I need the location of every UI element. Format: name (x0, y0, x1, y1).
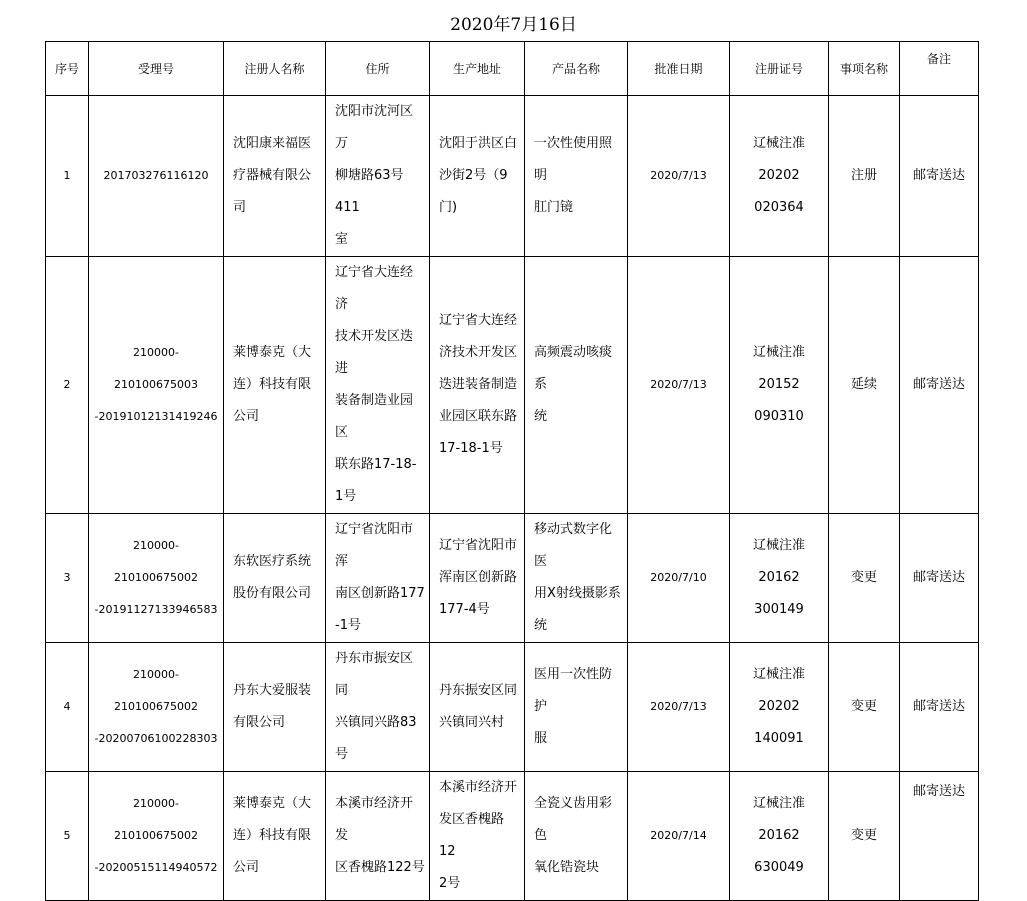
header-remark: 备注 (900, 42, 979, 96)
cell-registrant (224, 643, 326, 772)
cell-remark (900, 772, 979, 901)
cell-item-name (829, 257, 900, 514)
cell-line: 沈阳康来福医 (233, 136, 312, 151)
table-row (46, 96, 979, 257)
cell-item-name (829, 643, 900, 772)
cell-registrant (224, 514, 326, 643)
cell-line: 疗器械有限公 (233, 168, 312, 183)
cell-line: 辽宁省沈阳市浑 (335, 522, 414, 569)
cell-approval-date (628, 514, 730, 643)
cell-line: 丹东大爱服装 (233, 683, 312, 698)
cell-text: 变更 (850, 828, 877, 843)
cell-text: 延续 (850, 377, 877, 392)
cell-production-address (430, 96, 525, 257)
cell-address (326, 772, 430, 901)
cell-accept-no (89, 96, 224, 257)
cell-line: 201703276116120 (103, 169, 209, 182)
header-index: 序号 (46, 42, 89, 96)
cell-line: 连）科技有限 (233, 828, 312, 843)
cell-line: 210000-210100675002 (114, 797, 198, 842)
header-address: 住所 (326, 42, 430, 96)
cell-index (46, 96, 89, 257)
cell-line: 兴镇同兴路83号 (335, 715, 417, 762)
cell-line: -20200706100228303 (94, 732, 218, 745)
cell-item-name (829, 772, 900, 901)
cell-index (46, 643, 89, 772)
cell-cert-no (730, 514, 829, 643)
page-title: 2020年7月16日 (450, 15, 577, 35)
cell-line: 090310 (754, 409, 804, 424)
cell-line: 17-18-1号 (439, 441, 503, 456)
cell-line: 辽宁省大连经济 (335, 265, 414, 312)
approval-table (45, 41, 979, 901)
cell-line: 迭进装备制造 (439, 377, 518, 392)
table-row (46, 257, 979, 514)
cell-line: 辽宁省大连经 (439, 313, 518, 328)
cell-product-name (525, 96, 628, 257)
cell-approval-date (628, 772, 730, 901)
cell-line: 业园区联东路 (439, 409, 518, 424)
cell-line: 本溪市经济开发 (335, 796, 414, 843)
cell-line: 用X射线摄影系 (534, 586, 621, 601)
table-row (46, 643, 979, 772)
header-production-address: 生产地址 (430, 42, 525, 96)
cell-product-name (525, 643, 628, 772)
cell-product-name (525, 514, 628, 643)
cell-line: 辽宁省沈阳市 (439, 538, 518, 553)
cell-cert-no (730, 96, 829, 257)
cell-line: 氧化锆瓷块 (534, 860, 600, 875)
cell-line: 连）科技有限 (233, 377, 312, 392)
cell-line: 020364 (754, 200, 804, 215)
cell-accept-no (89, 643, 224, 772)
cell-text: 2020/7/14 (650, 829, 707, 842)
cell-line: 服 (534, 731, 548, 746)
cell-accept-no (89, 772, 224, 901)
cell-text: 3 (63, 571, 71, 584)
cell-text: 2020/7/13 (650, 700, 707, 713)
cell-line: -20191127133946583 (94, 603, 218, 616)
header-accept-no: 受理号 (89, 42, 224, 96)
cell-accept-no (89, 514, 224, 643)
cell-text: 邮寄送达 (912, 784, 965, 799)
cell-approval-date (628, 643, 730, 772)
cell-registrant (224, 257, 326, 514)
cell-production-address (430, 257, 525, 514)
cell-line: 东软医疗系统 (233, 554, 312, 569)
cell-text: 2 (63, 378, 71, 391)
cell-address (326, 257, 430, 514)
cell-line: 全瓷义齿用彩色 (534, 796, 613, 843)
cell-index (46, 514, 89, 643)
header-approval-date: 批准日期 (628, 42, 730, 96)
cell-line: 南区创新路177 (335, 586, 425, 601)
cell-line: 医用一次性防护 (534, 667, 613, 714)
cell-item-name (829, 96, 900, 257)
cell-line: -20191012131419246 (94, 410, 218, 423)
cell-line: 沈阳于洪区白 (439, 136, 518, 151)
cell-line: 辽械注准20202 (752, 136, 805, 183)
cell-line: 股份有限公司 (233, 586, 312, 601)
header-product-name: 产品名称 (525, 42, 628, 96)
cell-line: 辽械注准20162 (752, 538, 805, 585)
cell-remark (900, 96, 979, 257)
cell-text: 变更 (850, 699, 877, 714)
cell-production-address (430, 643, 525, 772)
cell-line: 1号 (335, 489, 357, 504)
cell-address (326, 643, 430, 772)
cell-text: 邮寄送达 (912, 570, 965, 585)
cell-accept-no (89, 257, 224, 514)
cell-index (46, 772, 89, 901)
cell-product-name (525, 257, 628, 514)
cell-cert-no (730, 643, 829, 772)
cell-text: 2020/7/10 (650, 571, 707, 584)
cell-production-address (430, 772, 525, 901)
cell-line: 沈阳市沈河区万 (335, 104, 414, 151)
cell-line: 装备制造业园区 (335, 393, 414, 440)
table-row (46, 772, 979, 901)
cell-line: 300149 (754, 602, 804, 617)
cell-cert-no (730, 257, 829, 514)
cell-line: -20200515114940572 (94, 861, 218, 874)
cell-text: 变更 (850, 570, 877, 585)
cell-line: 一次性使用照明 (534, 136, 613, 183)
cell-text: 邮寄送达 (912, 168, 965, 183)
cell-line: 高频震动咳痰系 (534, 345, 613, 392)
cell-text: 邮寄送达 (912, 377, 965, 392)
cell-line: 司 (233, 200, 247, 215)
cell-product-name (525, 772, 628, 901)
cell-approval-date (628, 257, 730, 514)
cell-line: 莱博泰克（大 (233, 345, 312, 360)
cell-line: 210000-210100675002 (114, 539, 198, 584)
cell-text: 4 (63, 700, 71, 713)
header-cert-no: 注册证号 (730, 42, 829, 96)
cell-line: 门) (439, 200, 458, 215)
cell-line: 浑南区创新路 (439, 570, 518, 585)
cell-text: 2020/7/13 (650, 169, 707, 182)
cell-line: 莱博泰克（大 (233, 796, 312, 811)
cell-address (326, 514, 430, 643)
cell-line: 济技术开发区 (439, 345, 518, 360)
cell-line: 630049 (754, 860, 804, 875)
cell-index (46, 257, 89, 514)
cell-line: 移动式数字化医 (534, 522, 613, 569)
cell-line: 发区香槐路12 (439, 812, 505, 859)
cell-line: 肛门镜 (534, 200, 574, 215)
cell-line: 177-4号 (439, 602, 490, 617)
cell-line: 公司 (233, 860, 260, 875)
cell-text: 邮寄送达 (912, 699, 965, 714)
cell-line: 丹东市振安区同 (335, 651, 414, 698)
cell-line: 210000-210100675002 (114, 668, 198, 713)
cell-text: 2020/7/13 (650, 378, 707, 391)
cell-line: -1号 (335, 618, 361, 633)
cell-item-name (829, 514, 900, 643)
cell-registrant (224, 772, 326, 901)
cell-approval-date (628, 96, 730, 257)
cell-line: 有限公司 (233, 715, 286, 730)
cell-line: 统 (534, 409, 548, 424)
cell-line: 联东路17-18- (335, 457, 417, 472)
cell-line: 本溪市经济开 (439, 780, 518, 795)
cell-registrant (224, 96, 326, 257)
cell-line: 兴镇同兴村 (439, 715, 505, 730)
cell-line: 技术开发区迭进 (335, 329, 414, 376)
table-row (46, 514, 979, 643)
header-item-name: 事项名称 (829, 42, 900, 96)
cell-line: 沙街2号（9 (439, 168, 508, 183)
cell-remark (900, 257, 979, 514)
cell-line: 公司 (233, 409, 260, 424)
cell-text: 注册 (850, 168, 877, 183)
cell-line: 辽械注准20202 (752, 667, 805, 714)
cell-line: 区香槐路122号 (335, 860, 425, 875)
cell-production-address (430, 514, 525, 643)
cell-line: 2号 (439, 876, 461, 891)
cell-line: 210000-210100675003 (114, 346, 198, 391)
cell-line: 统 (534, 618, 548, 633)
header-registrant: 注册人名称 (224, 42, 326, 96)
cell-remark (900, 514, 979, 643)
cell-text: 5 (63, 829, 71, 842)
cell-line: 辽械注准20152 (752, 345, 805, 392)
cell-line: 室 (335, 232, 349, 247)
cell-line: 140091 (754, 731, 804, 746)
cell-line: 柳塘路63号411 (335, 168, 404, 215)
cell-cert-no (730, 772, 829, 901)
cell-line: 丹东振安区同 (439, 683, 518, 698)
cell-address (326, 96, 430, 257)
cell-remark (900, 643, 979, 772)
header-row (46, 42, 979, 96)
cell-line: 辽械注准20162 (752, 796, 805, 843)
cell-text: 1 (63, 169, 71, 182)
